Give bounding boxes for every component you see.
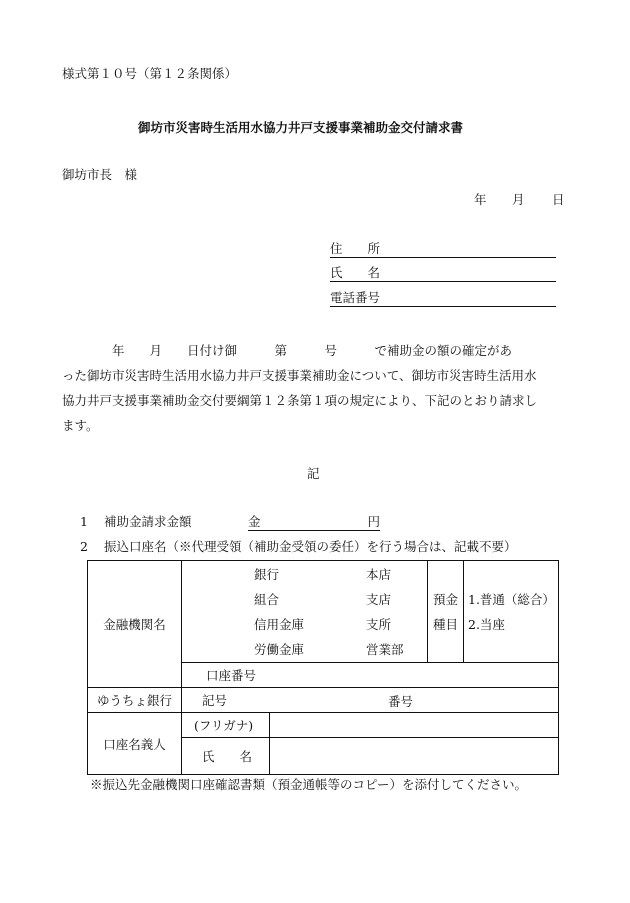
bank-account-table <box>87 560 559 775</box>
phone-label: 電話番号 <box>330 290 381 305</box>
item2-label: 振込口座名（※代理受領（補助金受領の委任）を行う場合は、記載不要） <box>104 539 517 554</box>
bangou-label: 番号 <box>388 694 414 709</box>
holder-name-input-cell[interactable] <box>270 738 559 775</box>
bank-type-shinyou-kinko: 信用金庫 <box>254 617 305 632</box>
holder-name-label: 氏 名 <box>202 749 253 764</box>
deposit-option-touza[interactable]: 2.当座 <box>468 616 505 632</box>
date-day: 日 <box>552 192 565 207</box>
item1-number: 1 <box>80 514 88 529</box>
deposit-type-label-cell <box>428 561 464 663</box>
amount-field[interactable] <box>248 514 380 531</box>
body-line-3: 協力井戸支援事業補助金交付要綱第１２条第１項の規定により、下記のとおり請求し <box>62 393 538 408</box>
form-number: 様式第１０号（第１２条関係） <box>62 66 238 81</box>
body-line-2: った御坊市災害時生活用水協力井戸支援事業補助金について、御坊市災害時生活用水 <box>62 368 537 383</box>
addressee: 御坊市長 様 <box>62 167 138 182</box>
deposit-label-1: 預金 <box>432 591 458 607</box>
branch-type-shisho: 支所 <box>366 617 392 632</box>
attachment-note: ※振込先金融機関口座確認書類（預金通帳等のコピー）を添付してください。 <box>90 777 528 792</box>
institution-name-cell[interactable] <box>182 561 428 663</box>
furigana-label-cell <box>182 713 270 738</box>
bank-type-kumiai: 組合 <box>254 592 280 607</box>
account-number-cell[interactable] <box>182 663 559 688</box>
yucho-number-cell[interactable] <box>182 688 559 713</box>
branch-type-eigyoubu: 営業部 <box>366 642 404 657</box>
account-number-label: 口座番号 <box>206 668 257 683</box>
name-label: 氏 名 <box>330 265 381 280</box>
address-field[interactable] <box>330 241 556 258</box>
date-month: 月 <box>512 192 525 207</box>
address-label: 住 所 <box>330 241 381 256</box>
deposit-option-futsuu[interactable]: 1.普通（総合） <box>468 591 555 607</box>
branch-type-honten: 本店 <box>366 567 392 582</box>
institution-label: 金融機関名 <box>103 617 166 632</box>
bank-type-ginkou: 銀行 <box>254 567 280 582</box>
branch-type-shiten: 支店 <box>366 592 392 607</box>
ki-heading: 記 <box>307 466 320 481</box>
document-title: 御坊市災害時生活用水協力井戸支援事業補助金交付請求書 <box>138 120 464 135</box>
yucho-label-cell <box>88 688 182 713</box>
yen-label: 円 <box>367 514 380 529</box>
yucho-label: ゆうちょ銀行 <box>96 693 172 708</box>
item1-label: 補助金請求金額 <box>104 514 192 529</box>
date-year: 年 <box>474 192 487 207</box>
body-line-4: ます。 <box>62 418 99 433</box>
furigana-label: (フリガナ) <box>194 718 254 733</box>
furigana-input-cell[interactable] <box>270 713 559 738</box>
holder-name-label-cell <box>182 738 270 775</box>
body-line-1: 年 月 日付け御 第 号 で補助金の額の確定があ <box>62 343 513 358</box>
bank-type-roudou-kinko: 労働金庫 <box>254 642 305 657</box>
holder-label: 口座名義人 <box>103 736 166 752</box>
body-paragraph <box>62 338 578 438</box>
deposit-type-options-cell[interactable] <box>464 561 559 663</box>
kin-label: 金 <box>248 514 261 529</box>
holder-label-cell <box>88 713 182 775</box>
kigou-label: 記号 <box>202 693 228 708</box>
phone-field[interactable] <box>330 290 556 307</box>
deposit-label-2: 種目 <box>432 616 458 632</box>
institution-label-cell <box>88 561 182 688</box>
item2-number: 2 <box>80 539 88 554</box>
name-field[interactable] <box>330 265 556 282</box>
